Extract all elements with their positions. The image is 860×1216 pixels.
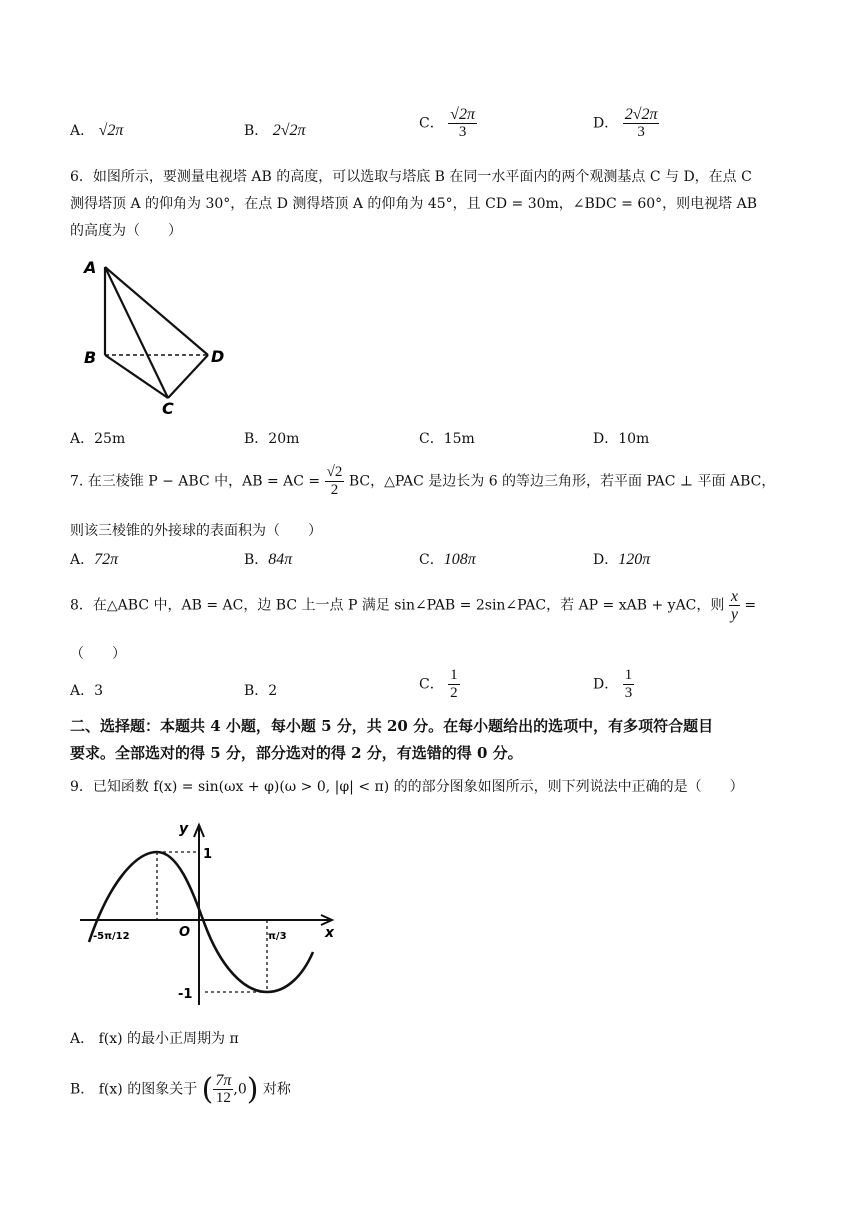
option-label: B． [70,1081,95,1098]
q7-line-2: 则该三棱锥的外接球的表面积为（ ） [70,523,322,539]
section-2-heading-line-2: 要求。全部选对的得 5 分，部分选对的得 2 分，有选错的得 0 分。 [70,744,523,762]
q8-option-c [419,667,460,702]
option-label: B． [244,123,269,139]
option-text: f(x) 的最小正周期为 π [98,1031,239,1047]
q8-text: 8．在△ABC 中，AB = AC，边 BC 上一点 P 满足 sin∠PAB = 2sin∠PAC，若 AP = xAB + yAC，则 [70,597,725,614]
sine-curve [89,852,313,992]
option-tail: ,0 [233,1081,247,1098]
fraction-denominator: y [730,606,738,623]
q9-option-b [70,1072,291,1107]
fraction-numerator: √2π [450,106,475,123]
option-label: D． [593,431,619,447]
figure-label-c: C [162,399,174,415]
q7-option-c [419,549,476,569]
option-label: C． [419,115,444,132]
option-value: 2√2π [272,122,306,139]
option-label: D． [593,115,619,132]
x-axis-label: x [325,925,335,941]
q6-tower-figure [80,255,240,415]
q8-equals: = [744,597,757,614]
q5-option-c [419,106,477,141]
label-neg-one: -1 [178,987,193,1002]
option-label: B． [244,431,269,447]
option-fraction [623,667,635,702]
q8-option-b [244,680,277,700]
fraction-numerator: 1 [624,667,633,683]
option-label: A． [70,552,95,568]
option-value: 20m [268,431,300,447]
fraction-denominator: 3 [637,124,645,140]
left-paren: ( [201,1072,214,1107]
option-label: C． [419,431,444,447]
q5-option-a [70,120,123,140]
fraction-denominator: 3 [458,124,467,140]
fraction-denominator: 2 [330,482,339,498]
q7-line-1 [70,464,775,499]
q9-stem: 9．已知函数 f(x) = sin(ωx + φ)(ω > 0, |φ| < π) 的的部分图象如图所示，则下列说法中正确的是（ ） [70,779,744,795]
q6-option-b [244,428,299,448]
option-suffix: 对称 [262,1081,291,1098]
fraction-denominator: 12 [215,1090,231,1106]
option-value: 72π [94,551,119,568]
option-prefix: f(x) 的图象关于 [98,1081,198,1098]
q7-suffix: BC，△PAC 是边长为 6 的等边三角形，若平面 PAC ⊥ 平面 ABC， [348,473,776,490]
option-value: 25m [94,431,126,447]
q7-fraction [325,464,345,499]
option-value: 10m [618,431,650,447]
option-label: C． [419,676,444,693]
option-value: 108π [443,551,476,568]
option-label: B． [244,552,269,568]
q8-line-1 [70,588,756,623]
figure-label-a: A [84,258,97,277]
left-root-label: -5π/12 [93,931,130,942]
q6-line-1: 6．如图所示，要测量电视塔 AB 的高度，可以选取与塔底 B 在同一水平面内的两个观测基点 C 与 D，在点 C [70,169,752,185]
q6-option-a [70,428,125,448]
option-value: 120π [618,551,651,568]
right-x-label: π/3 [268,931,287,942]
section-2-heading-line-1: 二、选择题：本题共 4 小题，每小题 5 分，共 20 分。在每小题给出的选项中，有多项符合题目 [70,717,714,735]
option-label: D． [593,676,619,693]
fraction-numerator: 7π [215,1072,232,1089]
q8-option-a [70,680,103,700]
q9-sine-graph [75,815,345,1010]
option-fraction [213,1072,233,1107]
option-label: B． [244,683,269,699]
q6-option-c [419,428,475,448]
right-paren: ) [246,1072,259,1107]
option-label: A． [70,123,95,139]
figure-label-b: B [84,348,97,367]
option-label: A． [70,683,95,699]
y-axis-label: y [179,821,189,837]
option-fraction [448,667,460,702]
option-fraction [448,106,477,141]
option-label: A． [70,431,95,447]
q6-line-2: 测得塔顶 A 的仰角为 30°，在点 D 测得塔顶 A 的仰角为 45°，且 CD = 30m，∠BDC = 60°，则电视塔 AB [70,196,758,212]
q6-line-3: 的高度为（ ） [70,223,182,239]
q8-option-d [593,667,634,702]
option-value: 3 [94,683,104,699]
option-value: 84π [268,551,293,568]
option-label: A． [70,1031,95,1047]
label-one: 1 [203,847,213,862]
option-label: C． [419,552,444,568]
fraction-denominator: 3 [624,685,633,701]
option-value: √2π [98,122,124,139]
q8-fraction [729,588,740,623]
q6-option-d [593,428,649,448]
fraction-denominator: 2 [450,685,458,701]
origin-label: O [179,925,191,940]
option-value: 15m [443,431,475,447]
q9-option-a [70,1028,239,1048]
option-fraction [623,106,660,141]
q7-prefix: 7. 在三棱锥 P − ABC 中，AB = AC = [70,473,321,490]
figure-label-d: D [211,347,225,366]
fraction-numerator: x [730,588,738,605]
fraction-numerator: 1 [450,667,458,683]
fraction-numerator: 2√2π [624,106,658,123]
q5-option-b [244,120,306,140]
option-label: D． [593,552,619,568]
option-value: 2 [268,683,278,699]
fraction-numerator: √2 [326,464,343,480]
q7-option-b [244,549,292,569]
q8-paren: （ ） [70,646,126,662]
q5-option-d [593,106,659,141]
q7-option-a [70,549,118,569]
q7-option-d [593,549,650,569]
